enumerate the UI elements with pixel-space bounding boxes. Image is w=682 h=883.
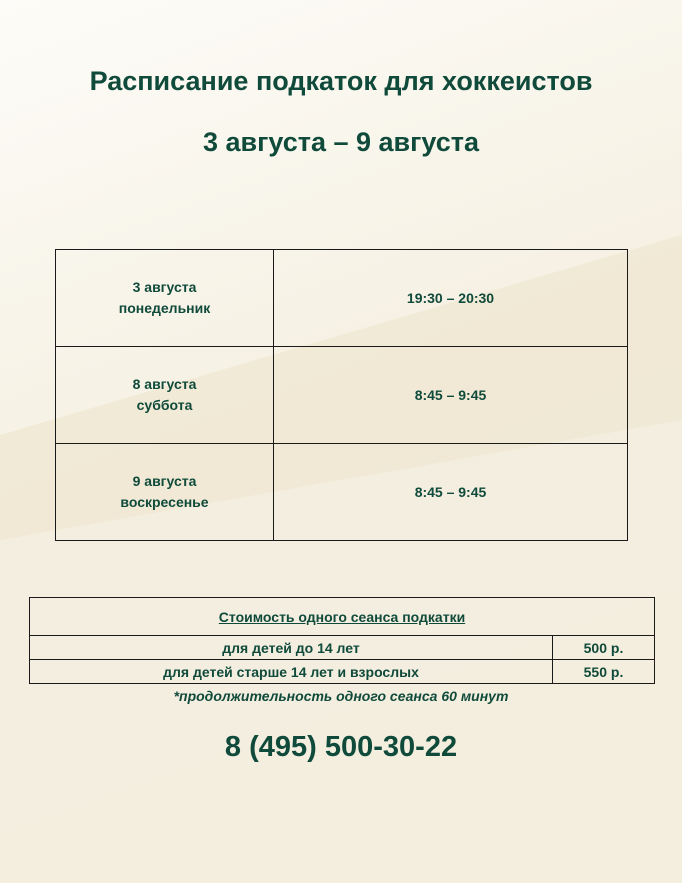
contact-phone: 8 (495) 500-30-22 <box>224 731 458 763</box>
table-row <box>30 660 655 684</box>
session-duration-note: *продолжительность одного сеанса 60 минут <box>173 688 509 704</box>
schedule-date: 9 августа <box>132 473 197 489</box>
schedule-day-cell <box>56 347 274 444</box>
pricing-category: для детей старше 14 лет и взрослых <box>30 660 553 684</box>
schedule-weekday: суббота <box>136 397 193 413</box>
schedule-date: 3 августа <box>132 279 197 295</box>
table-row <box>56 250 628 347</box>
pricing-amount: 500 р. <box>553 636 655 660</box>
pricing-header <box>30 598 655 636</box>
pricing-amount: 550 р. <box>553 660 655 684</box>
schedule-day-cell <box>56 250 274 347</box>
table-row <box>56 347 628 444</box>
schedule-time: 19:30 – 20:30 <box>274 250 628 347</box>
date-range-subtitle: 3 августа – 9 августа <box>203 127 479 157</box>
schedule-time: 8:45 – 9:45 <box>274 347 628 444</box>
pricing-category: для детей до 14 лет <box>30 636 553 660</box>
table-row <box>30 636 655 660</box>
pricing-header-row <box>30 598 655 636</box>
schedule-day-cell <box>56 444 274 541</box>
schedule-table <box>55 249 628 541</box>
schedule-weekday: понедельник <box>118 300 211 316</box>
page-title: Расписание подкаток для хоккеистов <box>89 66 593 96</box>
schedule-weekday: воскресенье <box>120 494 209 510</box>
schedule-time: 8:45 – 9:45 <box>274 444 628 541</box>
schedule-date: 8 августа <box>132 376 197 392</box>
pricing-table <box>29 597 655 684</box>
pricing-header-text: Стоимость одного сеанса подкатки <box>218 608 466 625</box>
table-row <box>56 444 628 541</box>
